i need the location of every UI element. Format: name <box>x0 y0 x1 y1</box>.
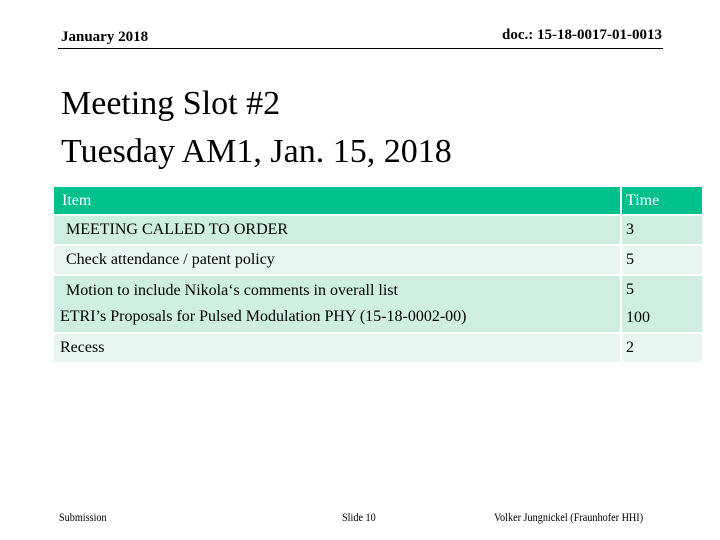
agenda-time: 5 <box>620 246 702 276</box>
agenda-time: 100 <box>626 309 650 326</box>
slide-title-line-1: Meeting Slot #2 <box>61 85 281 122</box>
header-divider <box>58 48 663 49</box>
agenda-row <box>54 276 702 334</box>
footer-slide-number: Slide 10 <box>342 510 376 524</box>
footer-submission: Submission <box>59 510 107 524</box>
agenda-row <box>54 334 702 364</box>
agenda-time-merged <box>620 276 702 334</box>
agenda-header-row <box>54 187 702 216</box>
column-header-time: Time <box>620 187 702 216</box>
slide-title-line-2: Tuesday AM1, Jan. 15, 2018 <box>61 133 452 170</box>
footer-author: Volker Jungnickel (Fraunhofer HHI) <box>494 510 644 524</box>
column-header-item: Item <box>54 187 620 216</box>
agenda-item: Recess <box>54 334 620 364</box>
agenda-item-merged <box>54 276 620 334</box>
agenda-item: ETRI’s Proposals for Pulsed Modulation PHY (15-18-0002-00) <box>60 308 467 325</box>
agenda-time: 3 <box>620 216 702 246</box>
agenda-row <box>54 216 702 246</box>
header-doc-id: doc.: 15-18-0017-01-0013 <box>502 27 662 43</box>
agenda-item: MEETING CALLED TO ORDER <box>54 216 620 246</box>
agenda-time: 5 <box>626 281 634 298</box>
header-date: January 2018 <box>61 29 149 45</box>
agenda-item: Check attendance / patent policy <box>54 246 620 276</box>
agenda-table <box>54 187 702 364</box>
agenda-row <box>54 246 702 276</box>
agenda-time: 2 <box>620 334 702 364</box>
slide-title <box>61 80 701 176</box>
agenda-item: Motion to include Nikola‘s comments in overall list <box>66 282 398 299</box>
